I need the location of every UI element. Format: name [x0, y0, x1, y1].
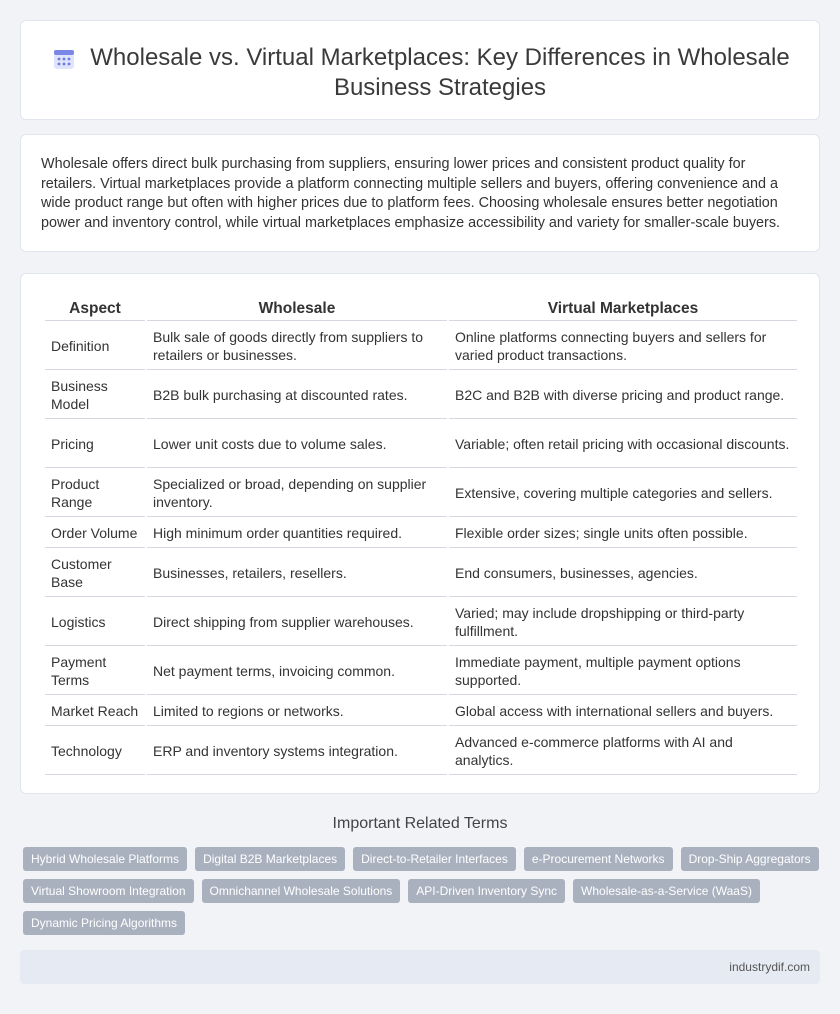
tag-link[interactable]: Omnichannel Wholesale Solutions	[202, 879, 401, 903]
related-terms-heading: Important Related Terms	[332, 815, 508, 832]
table-row	[45, 728, 797, 775]
tag-link[interactable]: Dynamic Pricing Algorithms	[23, 911, 185, 935]
table-cell: Advanced e-commerce platforms with AI and analytics.	[449, 728, 797, 775]
table-cell: B2C and B2B with diverse pricing and product range.	[449, 372, 797, 419]
table-cell: Global access with international sellers and buyers.	[449, 697, 797, 726]
table-cell: End consumers, businesses, agencies.	[449, 550, 797, 597]
table-cell: High minimum order quantities required.	[147, 519, 447, 548]
table-cell: Businesses, retailers, resellers.	[147, 550, 447, 597]
tag-link[interactable]: Digital B2B Marketplaces	[195, 847, 345, 871]
table-cell: Bulk sale of goods directly from suppliers to retailers or businesses.	[147, 323, 447, 370]
table-row	[45, 323, 797, 370]
comparison-table	[43, 294, 799, 777]
table-cell: Payment Terms	[45, 648, 145, 695]
related-terms-list	[23, 847, 823, 935]
column-header-aspect: Aspect	[45, 296, 145, 321]
table-cell: Pricing	[45, 421, 145, 468]
table-cell: Extensive, covering multiple categories and sellers.	[449, 470, 797, 517]
table-cell: Net payment terms, invoicing common.	[147, 648, 447, 695]
table-cell: Logistics	[45, 599, 145, 646]
table-cell: ERP and inventory systems integration.	[147, 728, 447, 775]
table-row	[45, 550, 797, 597]
tag-link[interactable]: Hybrid Wholesale Platforms	[23, 847, 187, 871]
tag-link[interactable]: Wholesale-as-a-Service (WaaS)	[573, 879, 760, 903]
table-cell: Business Model	[45, 372, 145, 419]
table-cell: Limited to regions or networks.	[147, 697, 447, 726]
table-row	[45, 372, 797, 419]
table-cell: Variable; often retail pricing with occasional discounts.	[449, 421, 797, 468]
table-cell: Flexible order sizes; single units often possible.	[449, 519, 797, 548]
table-cell: Technology	[45, 728, 145, 775]
table-row	[45, 421, 797, 468]
table-cell: Specialized or broad, depending on supplier inventory.	[147, 470, 447, 517]
footer	[20, 950, 820, 984]
tag-link[interactable]: Drop-Ship Aggregators	[681, 847, 819, 871]
tag-link[interactable]: Direct-to-Retailer Interfaces	[353, 847, 516, 871]
table-row	[45, 519, 797, 548]
column-header-virtual: Virtual Marketplaces	[449, 296, 797, 321]
table-cell: Online platforms connecting buyers and sellers for varied product transactions.	[449, 323, 797, 370]
tag-link[interactable]: API-Driven Inventory Sync	[408, 879, 565, 903]
comparison-card	[20, 273, 820, 794]
column-header-wholesale: Wholesale	[147, 296, 447, 321]
table-cell: Immediate payment, multiple payment options supported.	[449, 648, 797, 695]
intro-paragraph: Wholesale offers direct bulk purchasing from suppliers, ensuring lower prices and consistent product quality for retailers. Virtual marketplaces provide a platform connecting multiple sellers and buyers, offering convenience and a wide product range but often with higher prices due to platform fees. Choosing wholesale ensures better negotiation power and inventory control, while virtual marketplaces emphasize accessibility and variety for smaller-scale buyers.	[41, 156, 781, 231]
footer-site-link[interactable]: industrydif.com	[729, 960, 810, 974]
table-cell: Customer Base	[45, 550, 145, 597]
table-cell: Order Volume	[45, 519, 145, 548]
table-cell: Varied; may include dropshipping or third-party fulfillment.	[449, 599, 797, 646]
table-cell: Market Reach	[45, 697, 145, 726]
tag-link[interactable]: Virtual Showroom Integration	[23, 879, 194, 903]
table-row	[45, 599, 797, 646]
table-cell: Direct shipping from supplier warehouses.	[147, 599, 447, 646]
table-row	[45, 697, 797, 726]
table-cell: Product Range	[45, 470, 145, 517]
table-row	[45, 470, 797, 517]
table-row	[45, 648, 797, 695]
page-title: Wholesale vs. Virtual Marketplaces: Key Differences in Wholesale Business Strategies	[90, 44, 790, 101]
table-cell: Lower unit costs due to volume sales.	[147, 421, 447, 468]
table-cell: B2B bulk purchasing at discounted rates.	[147, 372, 447, 419]
table-header-row	[45, 296, 797, 321]
table-cell: Definition	[45, 323, 145, 370]
tag-link[interactable]: e-Procurement Networks	[524, 847, 673, 871]
title-card	[20, 20, 820, 120]
intro-card	[20, 134, 820, 252]
